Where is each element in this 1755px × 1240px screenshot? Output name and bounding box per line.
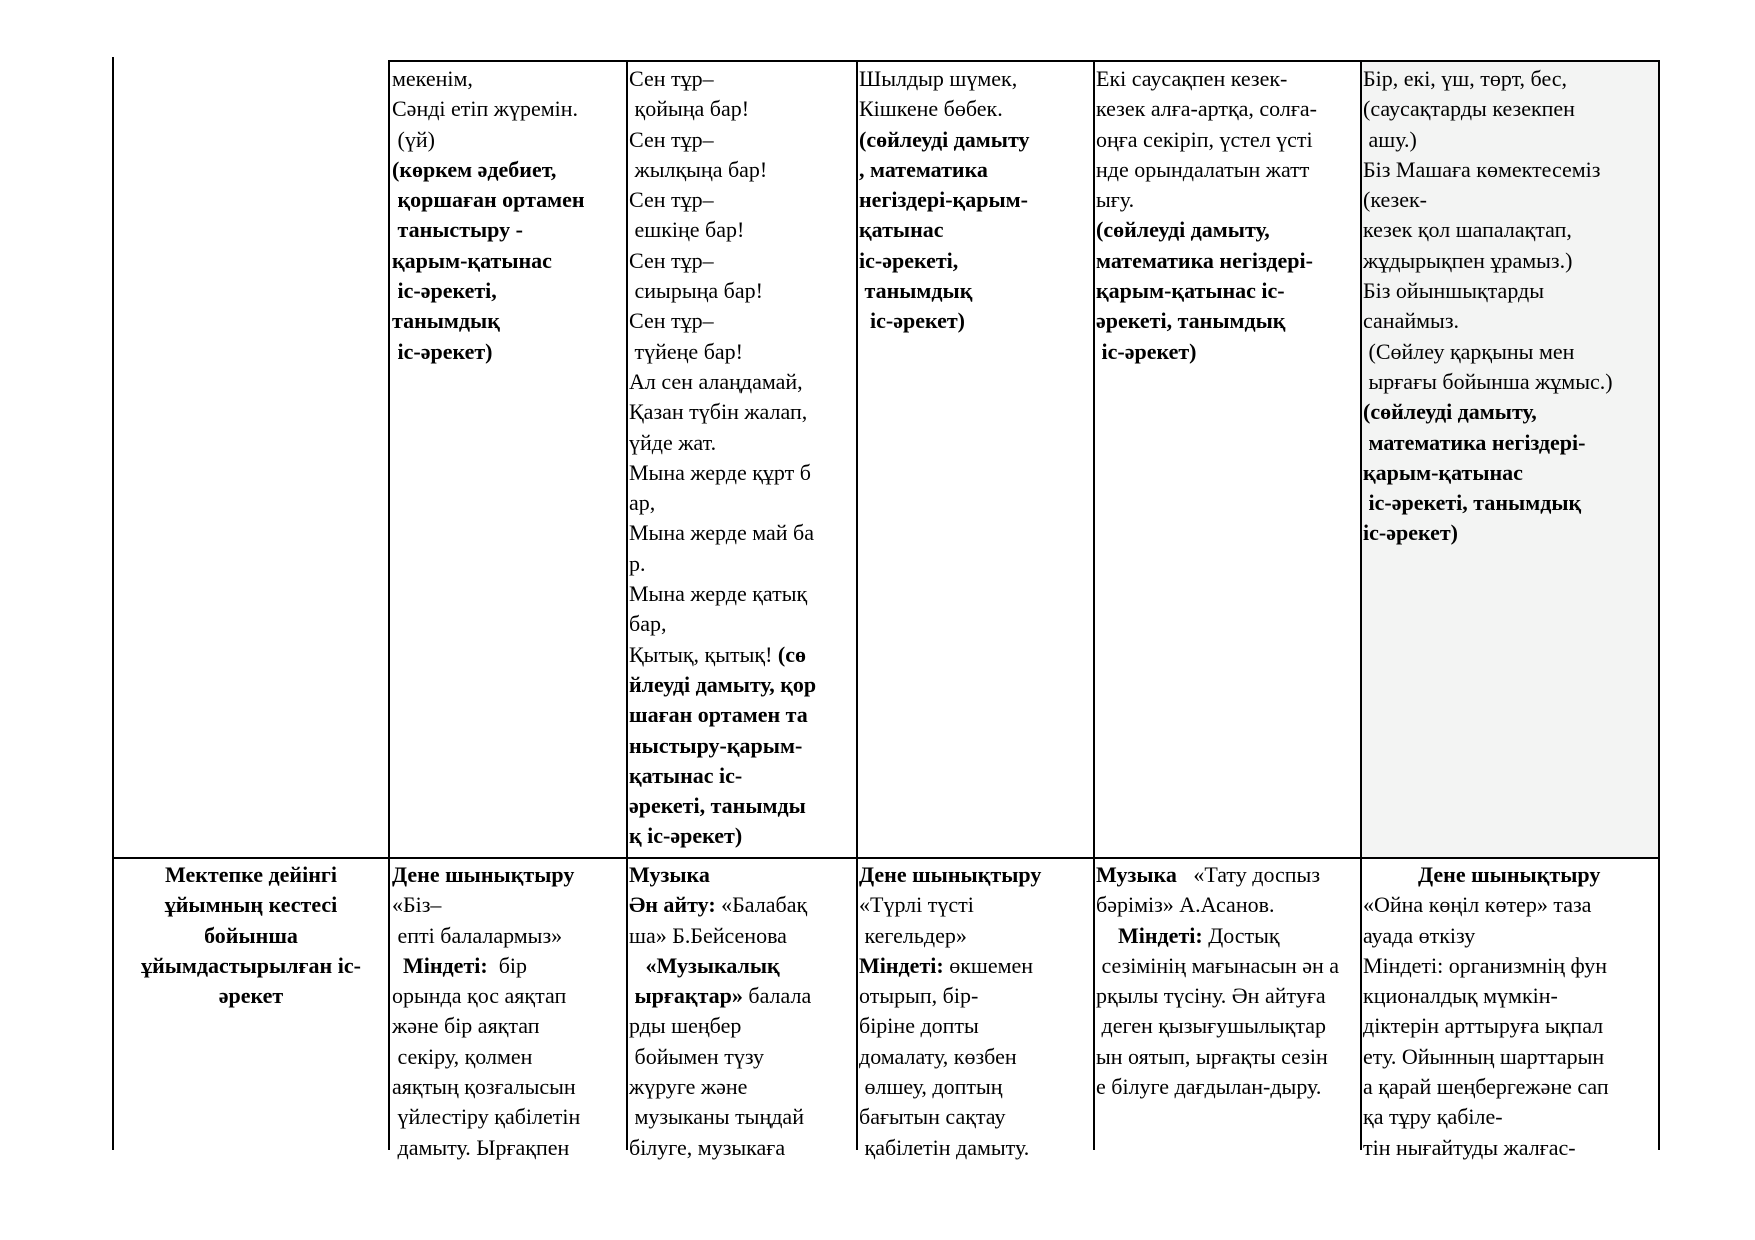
text-run: іс-әрекеті, танымдық — [1363, 490, 1582, 516]
text-line — [629, 155, 816, 185]
text-line — [859, 860, 1041, 890]
table-cell-row1-col5 — [1363, 64, 1613, 549]
text-line — [859, 246, 1030, 276]
text-line — [1363, 428, 1613, 458]
text-line — [1363, 246, 1613, 276]
text-run: ешкіңе бар! — [629, 217, 745, 243]
text-run: кционалдық мүмкін- — [1363, 983, 1558, 1009]
bold-text-run: Дене шынықтыру — [1418, 862, 1601, 887]
bold-text-run: ырғақтар» — [634, 983, 743, 1009]
text-line — [859, 94, 1030, 124]
column-divider-5 — [1360, 60, 1362, 1150]
text-run: Сен тұр– — [629, 247, 714, 273]
text-line — [1363, 125, 1613, 155]
table-cell-row2-col2 — [629, 860, 811, 1163]
text-line — [1096, 246, 1317, 276]
text-line — [629, 579, 816, 609]
text-line — [392, 64, 585, 94]
text-run: дамыту. Ырғақпен — [392, 1134, 570, 1160]
text-run: Қазан түбін жалап, — [629, 399, 808, 425]
text-line — [392, 94, 585, 124]
text-run: Екі саусақпен кезек- — [1096, 66, 1288, 91]
text-run: кегельдер» — [859, 922, 967, 948]
text-line — [629, 488, 816, 518]
text-run: қатынас — [859, 217, 944, 243]
text-run: Бір, екі, үш, төрт, бес, — [1363, 66, 1568, 91]
text-line — [859, 64, 1030, 94]
text-line — [629, 215, 816, 245]
text-run: ныстыру-қарым- — [629, 732, 803, 758]
text-run: Сәнді етіп жүремін. — [392, 96, 579, 122]
text-run: қарым-қатынас — [1363, 459, 1523, 485]
text-line — [392, 860, 580, 890]
text-line — [859, 890, 1041, 920]
column-divider-1 — [388, 60, 390, 1150]
text-run: Қытық, қытық! — [629, 641, 778, 667]
text-run: бәріміз» А.Асанов. — [1096, 892, 1275, 918]
text-line — [392, 125, 585, 155]
text-line — [1096, 276, 1317, 306]
text-line — [859, 215, 1030, 245]
text-run: ын оятып, ырғақты сезін — [1096, 1043, 1328, 1069]
text-run: ырғағы бойынша жұмыс.) — [1363, 368, 1613, 394]
text-run: танымдық — [392, 308, 500, 334]
text-line — [1363, 306, 1613, 336]
text-line — [1363, 951, 1609, 981]
text-run: Ал сен алаңдамай, — [629, 368, 803, 394]
text-line — [1363, 488, 1613, 518]
text-line — [629, 860, 811, 890]
text-line — [629, 791, 816, 821]
text-line — [1363, 1042, 1609, 1072]
text-line — [1096, 1011, 1339, 1041]
text-run: шаған ортамен та — [629, 702, 808, 728]
text-run: аяқтың қозғалысын — [392, 1074, 576, 1100]
text-line — [392, 1042, 580, 1072]
text-run: іс-әрекет) — [1096, 338, 1197, 364]
text-run: сиырыңа бар! — [629, 278, 763, 304]
text-run: іс-әрекет) — [859, 308, 965, 334]
text-line — [1363, 155, 1613, 185]
text-line — [1363, 215, 1613, 245]
text-line — [1096, 1072, 1339, 1102]
table-cell-row2-col4 — [1096, 860, 1339, 1102]
text-run: математика негіздері- — [1363, 429, 1586, 455]
text-line — [629, 1042, 811, 1072]
text-line — [629, 367, 816, 397]
text-run: бойымен түзу — [629, 1043, 765, 1069]
text-run: қабілетін дамыту. — [859, 1134, 1030, 1160]
text-run: түйеңе бар! — [629, 338, 743, 364]
text-line — [1096, 185, 1317, 215]
text-run: (кезек- — [1363, 187, 1427, 213]
text-line — [629, 64, 816, 94]
text-run: деген қызығушылықтар — [1096, 1013, 1327, 1039]
text-line — [1363, 1133, 1609, 1163]
text-run: (сөйлеуді дамыту — [859, 126, 1030, 152]
row-header-organized-activity — [114, 860, 388, 1011]
text-run: «Біз– — [392, 892, 442, 918]
text-run: әрекеті, танымдық — [1096, 308, 1286, 334]
text-line — [859, 921, 1041, 951]
column-divider-4 — [1093, 60, 1095, 1150]
text-line — [859, 155, 1030, 185]
text-run: Мына жерде қатық — [629, 581, 808, 607]
text-line — [629, 1072, 811, 1102]
text-run: жылқыңа бар! — [629, 156, 768, 182]
table-cell-row1-col4 — [1096, 64, 1317, 367]
text-run: отырып, бір- — [859, 983, 979, 1009]
text-run: е білуге дағдылан-дыру. — [1096, 1074, 1322, 1100]
text-run: іс-әрекеті, — [859, 247, 959, 273]
text-line — [629, 640, 816, 670]
text-line — [629, 921, 811, 951]
text-run: және бір аяқтап — [392, 1013, 540, 1039]
text-line — [1363, 981, 1609, 1011]
text-line — [859, 1133, 1041, 1163]
text-line — [392, 890, 580, 920]
text-line — [1096, 306, 1317, 336]
bold-text-run: (сө — [777, 641, 807, 667]
text-line — [629, 609, 816, 639]
text-run: «Тату доспыз — [1176, 862, 1321, 887]
text-line: Мектепке дейінгі — [164, 862, 337, 887]
text-line — [629, 1102, 811, 1132]
text-run: , математика — [859, 156, 988, 182]
text-run: іс-әрекеті, — [392, 278, 497, 304]
bold-text-run: Міндеті: — [403, 952, 488, 978]
text-line — [1096, 860, 1339, 890]
text-run: орында қос аяқтап — [392, 983, 567, 1009]
text-run: ету. Ойынның шарттарын — [1363, 1043, 1605, 1069]
text-run: іс-әрекет) — [1363, 520, 1458, 546]
text-line — [1096, 125, 1317, 155]
text-line — [629, 125, 816, 155]
text-run: нде орындалатын жатт — [1096, 156, 1310, 182]
text-line — [629, 731, 816, 761]
text-line — [1096, 215, 1317, 245]
text-line — [859, 1102, 1041, 1132]
text-line — [1363, 1011, 1609, 1041]
table-cell-row1-col3 — [859, 64, 1030, 337]
text-line — [1363, 860, 1609, 890]
text-run: ығу. — [1096, 187, 1135, 213]
text-line — [392, 921, 580, 951]
text-line — [629, 185, 816, 215]
text-line — [859, 1042, 1041, 1072]
text-line — [1363, 1102, 1609, 1132]
text-run: «Балабақ — [715, 892, 808, 918]
text-run: Достық — [1202, 922, 1280, 948]
text-line — [629, 670, 816, 700]
text-line — [629, 276, 816, 306]
text-line — [629, 306, 816, 336]
text-line — [1096, 155, 1317, 185]
text-run: оңға секіріп, үстел үсті — [1096, 126, 1313, 152]
text-line — [392, 981, 580, 1011]
text-run: Дене шынықтыру — [859, 862, 1042, 887]
text-line — [859, 1072, 1041, 1102]
text-run: мекенім, — [392, 66, 473, 91]
text-run — [1363, 862, 1418, 887]
text-run: Кішкене бөбек. — [859, 96, 1003, 122]
text-line — [392, 185, 585, 215]
text-run: ша» Б.Бейсенова — [629, 922, 787, 948]
text-line — [1096, 921, 1339, 951]
text-line — [1363, 367, 1613, 397]
text-run: ашу.) — [1363, 126, 1417, 152]
text-run: бір — [487, 952, 528, 978]
text-line — [859, 125, 1030, 155]
text-line: бойынша — [204, 922, 298, 948]
text-line — [392, 1011, 580, 1041]
text-run: Дене шынықтыру — [392, 862, 575, 887]
text-run: балала — [742, 983, 812, 1009]
text-run: негіздері-қарым- — [859, 187, 1028, 213]
text-line — [392, 246, 585, 276]
text-run: кезек алға-артқа, солға- — [1096, 96, 1317, 122]
text-line — [859, 185, 1030, 215]
text-line — [629, 700, 816, 730]
text-line — [629, 981, 811, 1011]
text-run: математика негіздері- — [1096, 247, 1313, 273]
text-line — [1096, 890, 1339, 920]
table-cell-row1-col2 — [629, 64, 816, 852]
text-run: әрекеті, танымды — [629, 793, 806, 819]
text-run: а қарай шеңбергежәне сап — [1363, 1074, 1609, 1100]
text-run: қ іс-әрекет) — [629, 823, 743, 849]
text-run: «Түрлі түсті — [859, 892, 974, 918]
text-line — [629, 246, 816, 276]
text-run: (көркем әдебиет, — [392, 156, 557, 182]
text-line — [1363, 64, 1613, 94]
text-line — [1363, 1072, 1609, 1102]
row-divider — [112, 857, 1659, 859]
text-line — [392, 951, 580, 981]
text-run: қоршаған ортамен — [392, 187, 585, 213]
text-run: Сен тұр– — [629, 187, 714, 213]
text-line — [629, 890, 811, 920]
text-run: р. — [629, 550, 646, 576]
text-run: «Ойна көңіл көтер» таза — [1363, 892, 1592, 918]
text-line — [629, 1011, 811, 1041]
text-line: әрекет — [218, 983, 284, 1009]
text-run: епті балалармыз» — [392, 922, 563, 948]
text-line — [1096, 1042, 1339, 1072]
text-line — [1363, 337, 1613, 367]
text-line — [392, 155, 585, 185]
text-run — [629, 953, 646, 978]
text-line — [392, 337, 585, 367]
text-line — [629, 821, 816, 851]
text-line — [1096, 64, 1317, 94]
text-line — [1363, 94, 1613, 124]
text-run: білуге, музыкаға — [629, 1134, 786, 1160]
text-line — [859, 1011, 1041, 1041]
text-run: қарым-қатынас — [392, 247, 552, 273]
text-line — [629, 337, 816, 367]
text-line — [1363, 276, 1613, 306]
text-run: (Сөйлеу қарқыны мен — [1363, 338, 1575, 364]
table-cell-row1-col1 — [392, 64, 585, 367]
text-run: үйлестіру қабілетін — [392, 1104, 581, 1130]
text-line — [1363, 185, 1613, 215]
text-run: жұдырықпен ұрамыз.) — [1363, 247, 1573, 273]
text-line — [629, 397, 816, 427]
text-line — [392, 276, 585, 306]
text-line — [392, 1102, 580, 1132]
text-line — [1096, 337, 1317, 367]
text-line — [1096, 951, 1339, 981]
text-line — [859, 306, 1030, 336]
text-line — [1363, 921, 1609, 951]
text-run: йлеуді дамыту, қор — [629, 671, 817, 697]
text-run: Шылдыр шүмек, — [859, 66, 1018, 91]
text-run: өкшемен — [943, 952, 1034, 978]
text-run: ар, — [629, 490, 656, 516]
text-run: Біз Машаға көмектесеміз — [1363, 156, 1601, 182]
text-line — [1363, 458, 1613, 488]
text-line — [392, 1072, 580, 1102]
text-run: Сен тұр– — [629, 126, 714, 152]
text-run: кезек қол шапалақтап, — [1363, 217, 1572, 243]
text-line — [859, 276, 1030, 306]
table-cell-row2-col1 — [392, 860, 580, 1163]
text-run: Мына жерде құрт б — [629, 459, 811, 485]
text-run: музыканы тыңдай — [629, 1104, 804, 1130]
text-run: Сен тұр– — [629, 308, 714, 334]
column-divider-3 — [856, 60, 858, 1150]
text-line: ұйымдастырылған іс- — [141, 952, 361, 978]
text-run: Музыка — [629, 862, 710, 887]
bold-text-run: Ән айту: — [629, 892, 716, 918]
text-run: рды шеңбер — [629, 1013, 742, 1039]
text-run: үйде жат. — [629, 429, 717, 455]
text-run: қатынас іс- — [629, 762, 743, 788]
bold-text-run: Міндеті: — [1118, 922, 1203, 948]
text-run: (саусақтарды кезекпен — [1363, 96, 1575, 122]
text-run: секіру, қолмен — [392, 1043, 533, 1069]
text-run: тін нығайтуды жалғас- — [1363, 1134, 1576, 1160]
text-line — [629, 518, 816, 548]
text-run: бар, — [629, 611, 667, 637]
text-line — [859, 981, 1041, 1011]
text-line — [1096, 94, 1317, 124]
bold-text-run: Музыка — [1096, 862, 1177, 887]
text-run: ауада өткізу — [1363, 922, 1476, 948]
text-line — [392, 1133, 580, 1163]
text-run: (сөйлеуді дамыту, — [1363, 399, 1537, 425]
text-run: санаймыз. — [1363, 308, 1460, 334]
text-run: (үй) — [392, 126, 435, 152]
text-line — [1363, 397, 1613, 427]
text-run: қойыңа бар! — [629, 96, 750, 122]
text-line — [1096, 981, 1339, 1011]
text-run: бағытын сақтау — [859, 1104, 1006, 1130]
text-line — [629, 951, 811, 981]
text-run: таныстыру - — [392, 217, 523, 243]
text-line — [629, 428, 816, 458]
text-run — [392, 953, 403, 978]
text-line — [629, 761, 816, 791]
text-run: діктерін арттыруға ықпал — [1363, 1013, 1604, 1039]
bold-text-run: Міндеті: — [859, 952, 944, 978]
text-run: Сен тұр– — [629, 66, 714, 91]
text-run: Мына жерде май ба — [629, 520, 814, 546]
column-divider-2 — [626, 60, 628, 1150]
table-right-border — [1658, 60, 1660, 1150]
text-line — [629, 1133, 811, 1163]
text-line — [1363, 890, 1609, 920]
text-run: домалату, көзбен — [859, 1043, 1017, 1069]
table-cell-row2-col5 — [1363, 860, 1609, 1163]
table-top-border — [388, 60, 1659, 62]
text-line — [629, 549, 816, 579]
text-run: (сөйлеуді дамыту, — [1096, 217, 1270, 243]
text-line — [392, 306, 585, 336]
text-line — [629, 458, 816, 488]
text-run — [1096, 923, 1118, 948]
text-run: Міндеті: организмнің фун — [1363, 952, 1608, 978]
text-run: қарым-қатынас іс- — [1096, 278, 1285, 304]
text-run: жүруге және — [629, 1074, 748, 1100]
text-run: танымдық — [859, 278, 973, 304]
text-line — [629, 94, 816, 124]
text-line: ұйымның кестесі — [164, 892, 338, 918]
text-line — [1363, 518, 1613, 548]
text-run: іс-әрекет) — [392, 338, 493, 364]
text-run: Біз ойыншықтарды — [1363, 278, 1545, 304]
text-line — [859, 951, 1041, 981]
text-run: біріне допты — [859, 1013, 979, 1039]
table-cell-row2-col3 — [859, 860, 1041, 1163]
text-run: қа тұру қабіле- — [1363, 1104, 1503, 1130]
text-line — [392, 215, 585, 245]
bold-text-run: «Музыкалық — [645, 952, 780, 978]
text-run: өлшеу, доптың — [859, 1074, 1003, 1100]
text-run: рқылы түсіну. Ән айтуға — [1096, 983, 1326, 1009]
text-run: сезімінің мағынасын ән а — [1096, 952, 1340, 978]
